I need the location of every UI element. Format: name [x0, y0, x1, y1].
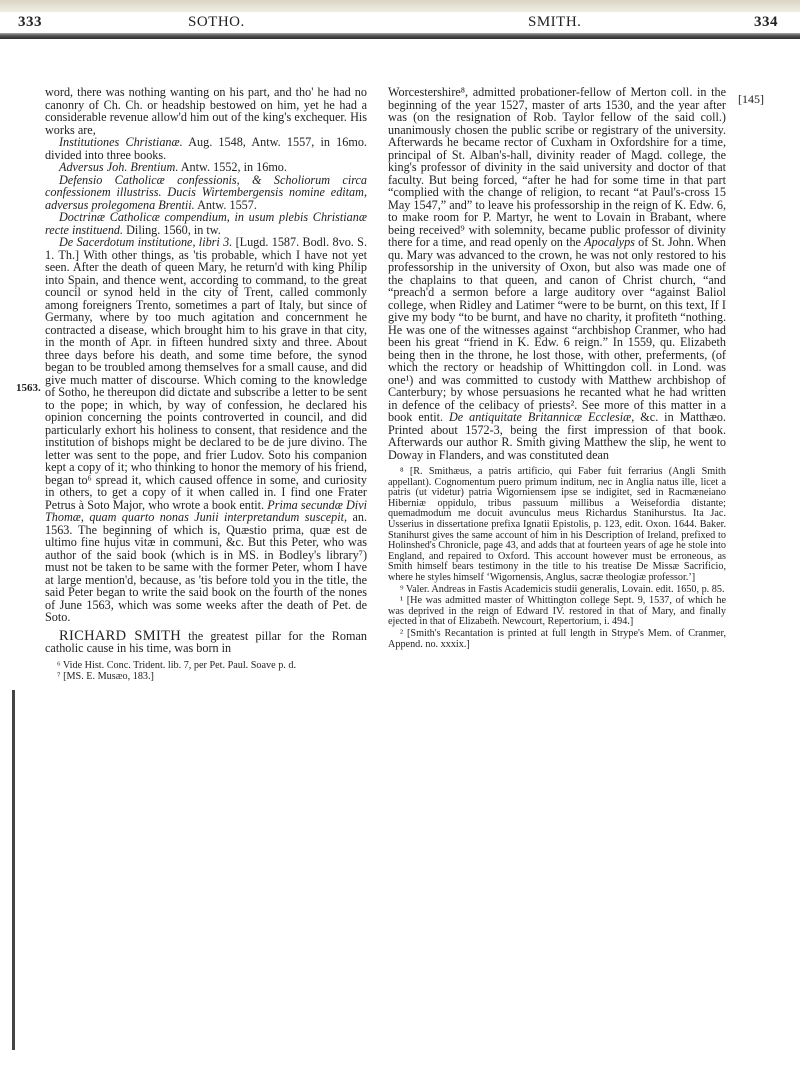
work-entry	[45, 236, 367, 624]
footnotes-left	[45, 661, 367, 683]
margin-reference-note: [145]	[738, 92, 764, 106]
work-title: Prima secundæ Divi Thomæ, quam quarto nonas Junii interpretandum suscepit,	[45, 497, 367, 524]
right-column	[388, 86, 726, 651]
binding-edge	[12, 690, 15, 1050]
body-text: of St. John. When qu. Mary was advanced to the crown, he was not only restored to his professorship in the university of Oxon, but also was made one of the chaplains to that queen, and canon of Christ church, “and “preach'd a sermon before a large auditory over “against Baliol college, when Ridley and Latimer “were to be burnt, on this text, If I give my body “to be burnt, and have no charity, it profiteth “nothing. He was one of the witnesses against “archbishop Cranmer, who had been his great “friend in K. Edw. 6 reign.” In 1559, qu. Elizabeth being then in the throne, he lost those, with other, preferments, (of which the rectory or headship of Whittingdon coll. in Lond. was one¹) and was committed to custody with Matthew archbishop of Canterbury; by whose persuasions he recanted what he had written in defence of the celibacy of priests². See more of this matter in a book entit.	[388, 235, 726, 424]
entry-start	[45, 627, 367, 655]
footnote: ⁸ [R. Smithæus, a patris artificio, qui Faber fuit ferrarius (Angli Smith appellant). Cognomentum puero primum inditum, nec in Anglia natus ille, licet a patris (ut videtur) patria Wigorniensem ipse se indigitet, sed in Racmæneiano Hiberniæ oppidulo, tribus passuum millibus a Weisefordia distante; quemadmodum me docuit avunculus meus Richardus Stanihurstus. Ita Jac. Usserius in dissertatione prefixa Ignatii Epistolis, p. 123, edit. Oxon. 1644. Baker. Stanihurst gives the same account of him in his Description of Ireland, prefixed to Holinshed's Chronicle, page 43, and adds that at fourteen years of age he stole into England, and repaired to Oxford. This account however must be erroneous, as Smith himself bears testimony in the title to his treatise De Missæ Sacrificio, where he styles himself ‘Wigornensis, Anglus, sacræ theologiæ professor.’]	[388, 466, 726, 583]
left-column	[45, 86, 367, 684]
footnote: ¹ [He was admitted master of Whittington college Sept. 9, 1537, of which he was deprived in the reign of Edward IV. restored in that of Mary, and finally ejected in that of Elizabeth. Newcourt, Repertorium, i. 494.]	[388, 595, 726, 628]
work-title: Adversus Joh. Brentium.	[59, 160, 179, 174]
work-title: Apocalyps	[584, 235, 635, 249]
work-title: De antiquitate Britannicæ Ecclesiæ,	[448, 410, 635, 424]
header-rule	[0, 33, 800, 39]
work-details: Aug. 1548, Antw. 1557, in 16mo. divided into three books.	[45, 135, 367, 162]
footnote: ⁹ Valer. Andreas in Fastis Academicis studii generalis, Lovain. edit. 1650, p. 85.	[400, 583, 725, 595]
footnote: ² [Smith's Recantation is printed at full length in Strype's Mem. of Cranmer, Append. no. xxxix.]	[388, 627, 726, 650]
body-text: &c. in Matthæo. Printed about 1572-3, being the first impression of that book. Afterwards our author R. Smith giving Matthew the slip, he went to Doway in Flanders, and was constituted dean	[388, 410, 726, 462]
body-text: an. 1563. The beginning of which is, Quæstio prima, quæ est de ultimo fine hujus vitæ in communi, &c. But this Peter, who was author of the said book (which is in MS. in Bodley's library⁷) must not be taken to be same with the former Peter, whom I have at large mention'd, because, as 'tis before told you in the title, the said Peter began to write the said book on the fourth of the nones of June 1563, which was some weeks after the death of Pet. de Soto.	[45, 510, 367, 624]
work-details: Antw. 1557.	[194, 197, 257, 212]
running-head-left: SOTHO.	[188, 14, 245, 30]
body-text: [Lugd. 1587. Bodl. 8vo. S. 1. Th.] With other things, as 'tis probable, which I have not yet seen. After the death of queen Mary, he return'd with king Philip into Spain, and thence went, according to command, to the great council or synod held in the city of Trent, called commonly among foreigners Trento, sometimes a part of Italy, but since of Germany, where by too much agitation and concernment he contracted a disease, which brought him to his grave in that city, in the month of Apr. in fifteen hundred sixty and three. About three days before his death, and some time before, the synod began to be troubled among themselves for a small cause, and did give much matter of discourse. Which coming to the knowledge of Sotho, he thereupon did dictate and subscribe a letter to be sent to the pope; in which, by way of confession, he declared his opinion concerning the points controverted in council, and did particularly exhort his holiness to consent, that residence and the institution of bishops might be declared to be de jure divino. The letter was sent to the pope, and frier Ludov. Soto his companion kept a copy of it; who thinking to honor the memory of his friend, began to⁶ spread it, which caused offence in some, and curiosity in others, to get a copy of it when called in. I find one Frater Petrus à Soto Major, who wrote a book entit.	[45, 235, 367, 512]
work-title: Institutiones Christianæ.	[59, 135, 183, 149]
page-number-right: 334	[754, 14, 778, 30]
footnote: ⁶ Vide Hist. Conc. Trident. lib. 7, per Pet. Paul. Soave p. d.	[57, 659, 297, 671]
footnotes-right	[388, 467, 726, 650]
body-text: Worcestershire⁸, admitted probationer-fellow of Merton coll. in the beginning of the year 1527, master of arts 1530, and the year after was (on the resignation of Rob. Taylor fellow of the said coll.) unanimously chosen the public scribe or registrary of the university. Afterwards he became rector of Cuxham in Oxfordshire for a time, principal of St. Alban's-hall, divinity reader of Magd. college, the king's professor of divinity in the said university and doctor of that faculty. But being forced, “after he had for some time in that part “complied with the change of religion, to recant “at Paul's-cross 15 May 1547,” and” to leave his professorship in the reign of K. Edw. 6, to make room for P. Martyr, he went to Lovain in Brabant, where being received⁹ with solemnity, became public professor of divinity there for a time, and read openly on the	[388, 85, 727, 249]
work-title: Doctrinæ Catholicæ compendium, in usum plebis Christianæ recte instituend.	[45, 210, 367, 237]
page-header	[18, 12, 778, 34]
margin-year-note: 1563.	[16, 382, 41, 394]
paragraph	[388, 86, 726, 461]
work-entry	[45, 136, 367, 161]
work-title: Defensio Catholicæ confessionis, & Scholiorum circa confessionem illustriss. Ducis Wirtembergensis nomine editam, adversus prolegomena Brentii.	[45, 172, 367, 212]
work-entry	[45, 211, 367, 236]
page-number-left: 333	[18, 14, 42, 30]
work-details: Antw. 1552, in 16mo.	[178, 160, 287, 174]
footnote: ⁷ [MS. E. Musæo, 183.]	[57, 671, 154, 683]
body-text: the greatest pillar for the Roman catholic cause in his time, was born in	[45, 628, 367, 655]
author-heading: RICHARD SMITH	[59, 627, 182, 644]
work-title: De Sacerdotum institutione, libri 3.	[59, 235, 233, 249]
work-details: Diling. 1560, in tw.	[123, 222, 221, 237]
work-entry	[45, 174, 367, 212]
paragraph: word, there was nothing wanting on his part, and tho' he had no canonry of Ch. Ch. or headship bestowed on him, yet he had a considerable revenue allow'd him out of the king's exchequer. His works are,	[45, 85, 367, 137]
running-head-right: SMITH.	[528, 14, 582, 30]
top-edge	[0, 0, 800, 12]
